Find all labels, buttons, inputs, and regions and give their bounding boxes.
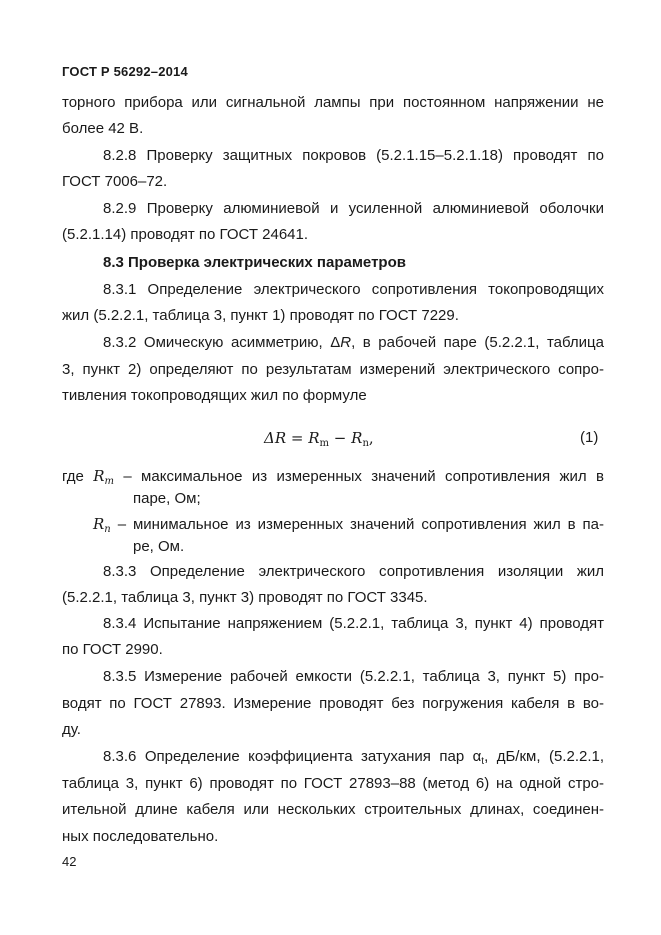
where-rn-line: $R_n$ – минимальное из измеренных значений сопротивления жил в па- [93,515,605,535]
document-header: ГОСТ Р 56292–2014 [62,64,188,79]
text-line: таблица 3, пункт 6) проводят по ГОСТ 27893–88 (метод 6) на одной стро- [62,775,604,792]
formula-number: (1) [580,429,599,446]
text-line: ительной длине кабеля или нескольких строительных длинах, соединен- [62,801,604,818]
paragraph-8-3-3: 8.3.3 Определение электрического сопротивления изоляции жил [103,563,604,580]
page-number: 42 [62,854,77,869]
paragraph-8-3-2: 8.3.2 Омическую асимметрию, ΔR, в рабочей паре (5.2.2.1, таблица [103,334,604,351]
text-line: жил (5.2.2.1, таблица 3, пункт 1) проводят по ГОСТ 7229. [62,307,459,324]
text-line: торного прибора или сигнальной лампы при постоянном напряжении не [62,94,604,111]
text-line: водят по ГОСТ 27893. Измерение проводят без погружения кабеля в во- [62,695,604,712]
text-line: (5.2.2.1, таблица 3, пункт 3) проводят по ГОСТ 3345. [62,589,428,606]
text-line: по ГОСТ 2990. [62,641,163,658]
text-line: (5.2.1.14) проводят по ГОСТ 24641. [62,226,309,243]
paragraph-8-2-8: 8.2.8 Проверку защитных покровов (5.2.1.15–5.2.1.18) проводят по [103,147,604,164]
formula-1: $\Delta R = R_m - R_n$, [264,429,374,449]
text-line: более 42 В. [62,120,144,137]
text-line: 3, пункт 2) определяют по результатам измерений электрического сопро- [62,361,604,378]
paragraph-8-3-6: 8.3.6 Определение коэффициента затухания пар $\alpha_t$, дБ/км, (5.2.2.1, [103,748,605,767]
text-line: ГОСТ 7006–72. [62,173,168,190]
paragraph-8-3-5: 8.3.5 Измерение рабочей емкости (5.2.2.1, таблица 3, пункт 5) про- [103,668,604,685]
text-line: ду. [62,721,81,738]
text-line: ре, Ом. [133,538,185,555]
section-heading: 8.3 Проверка электрических параметров [103,254,406,271]
text-line: ных последовательно. [62,828,219,845]
where-rm-line: где $R_m$ – максимальное из измеренных значений сопротивления жил в [62,467,604,487]
text-line: тивления токопроводящих жил по формуле [62,387,367,404]
paragraph-8-3-1: 8.3.1 Определение электрического сопротивления токопроводящих [103,281,604,298]
text-line: паре, Ом; [133,490,201,507]
paragraph-8-3-4: 8.3.4 Испытание напряжением (5.2.2.1, таблица 3, пункт 4) проводят [103,615,604,632]
paragraph-8-2-9: 8.2.9 Проверку алюминиевой и усиленной алюминиевой оболочки [103,200,604,217]
